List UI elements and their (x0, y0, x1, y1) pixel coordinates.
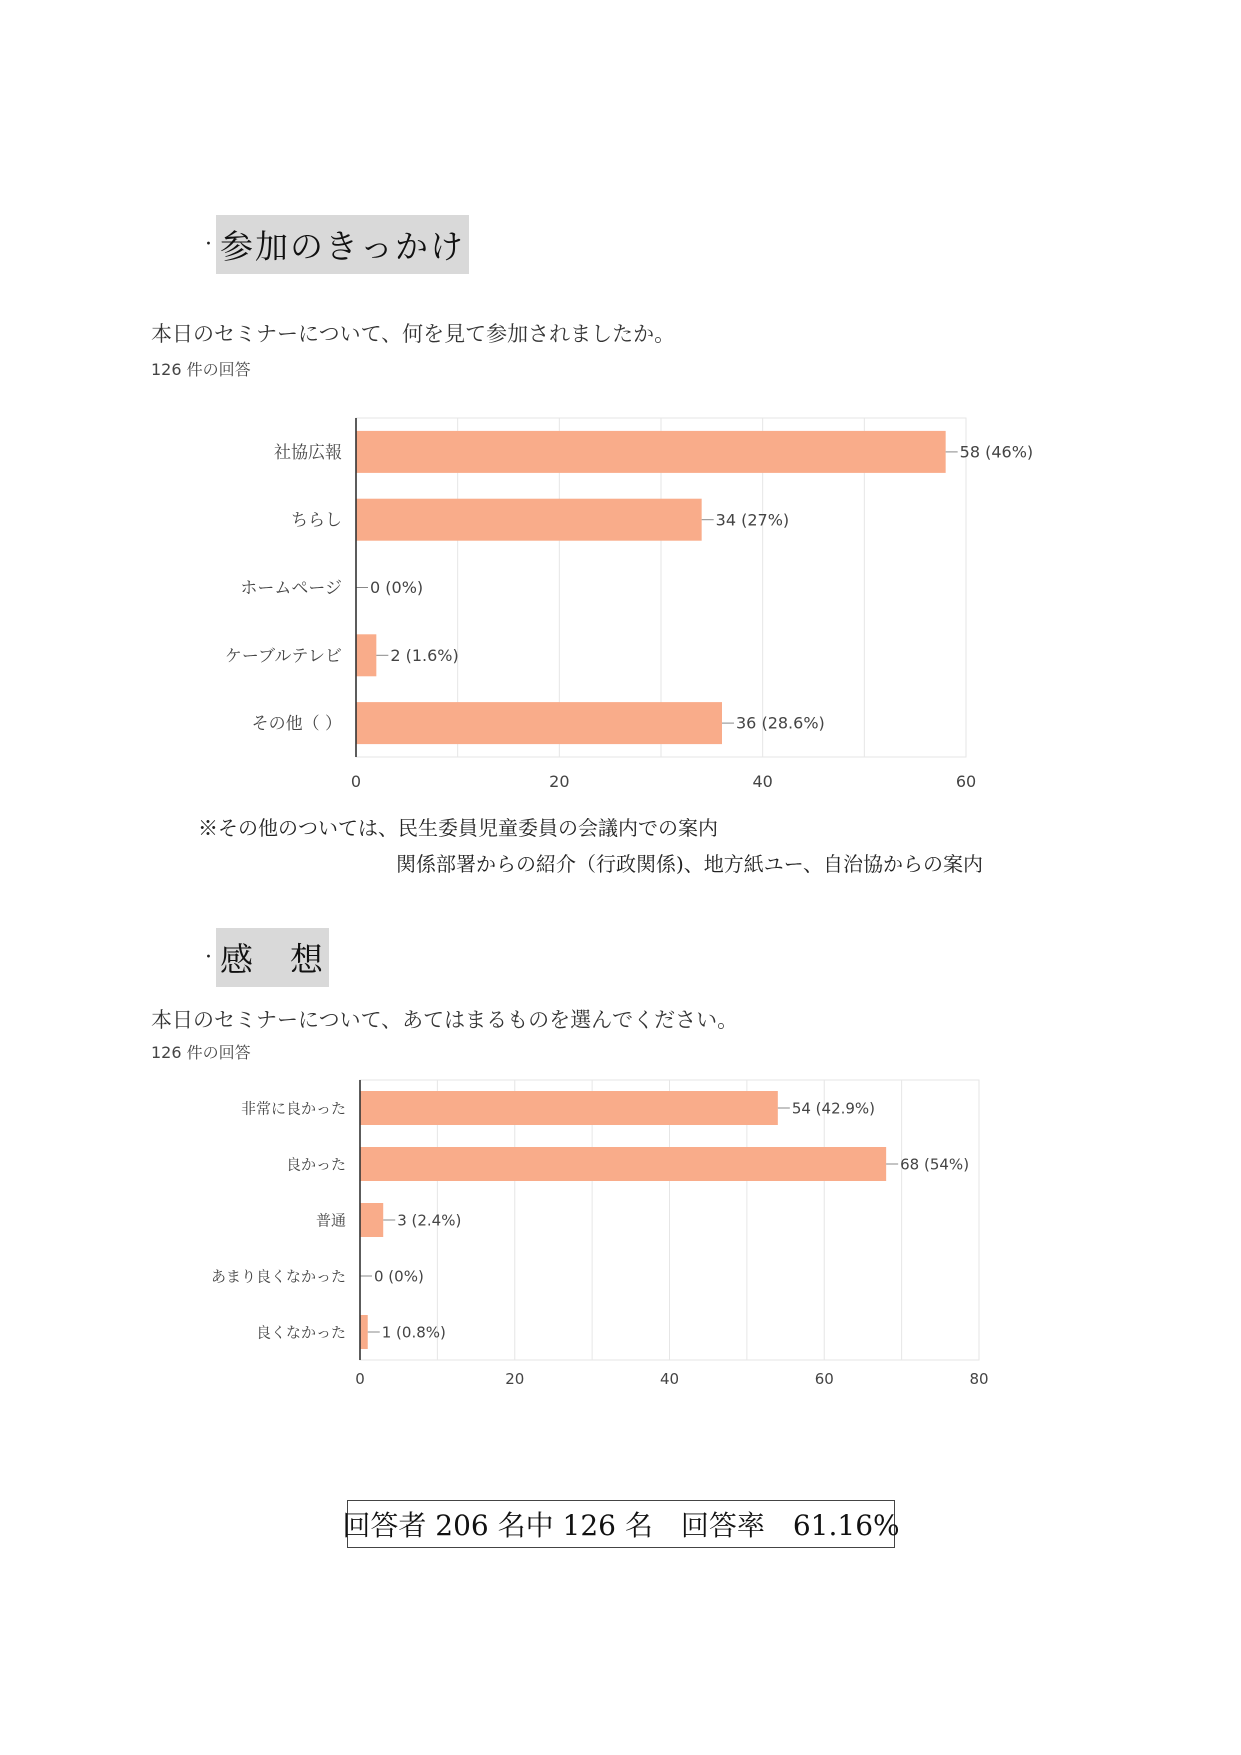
chart-participation-source (150, 410, 1050, 800)
bar (356, 702, 722, 744)
x-tick-label: 40 (659, 1370, 680, 1388)
value-label: 54 (42.9%) (791, 1099, 876, 1118)
category-label: 良かった (285, 1155, 346, 1174)
category-label: ケーブルテレビ (224, 646, 342, 667)
x-tick-label: 20 (505, 1370, 525, 1388)
note-line1: ※その他のついては、民生委員児童委員の会議内での案内 (198, 816, 718, 840)
bar (356, 499, 702, 541)
value-label: 36 (28.6%) (736, 713, 825, 733)
category-label: 良くなかった (255, 1323, 346, 1342)
x-tick-label: 60 (814, 1370, 834, 1388)
x-tick-label: 0 (355, 1370, 365, 1388)
bar (360, 1091, 778, 1125)
section1-heading-group (205, 215, 469, 274)
bar (360, 1315, 368, 1349)
category-label: 非常に良かった (240, 1099, 346, 1118)
bullet: · (205, 232, 212, 257)
category-label: ちらし (291, 510, 342, 531)
section1-heading: 参加のきっかけ (216, 215, 469, 274)
section2-heading-group (205, 928, 329, 987)
bar (360, 1203, 383, 1237)
category-label: 普通 (315, 1211, 346, 1230)
x-tick-label: 20 (549, 772, 570, 791)
x-tick-label: 80 (969, 1370, 989, 1388)
bar (356, 431, 946, 473)
section1-question: 本日のセミナーについて、何を見て参加されましたか。 (151, 322, 676, 346)
bar (360, 1147, 886, 1181)
section1-response-count: 126 件の回答 (151, 360, 251, 379)
value-label: 34 (27%) (715, 510, 790, 530)
section2-heading: 感 想 (216, 928, 329, 987)
value-label: 0 (0%) (370, 578, 424, 598)
value-label: 3 (2.4%) (397, 1211, 462, 1230)
section2-question: 本日のセミナーについて、あてはまるものを選んでください。 (151, 1008, 739, 1032)
x-tick-label: 60 (955, 772, 977, 791)
category-label: ホームページ (240, 578, 342, 599)
section2-response-count: 126 件の回答 (151, 1043, 251, 1062)
x-tick-label: 40 (752, 772, 773, 791)
bullet: · (205, 945, 212, 970)
category-label: あまり良くなかった (210, 1267, 346, 1286)
category-label: 社協広報 (274, 442, 342, 463)
bar (356, 634, 376, 676)
x-tick-label: 0 (350, 772, 362, 791)
chart-impressions (150, 1070, 1050, 1400)
response-rate-summary: 回答者 206 名中 126 名 回答率 61.16% (347, 1500, 895, 1548)
value-label: 0 (0%) (374, 1267, 424, 1286)
value-label: 2 (1.6%) (390, 645, 459, 665)
note-line2: 関係部署からの紹介（行政関係)、地方紙ユー、自治協からの案内 (396, 852, 984, 876)
value-label: 68 (54%) (900, 1155, 970, 1174)
value-label: 58 (46%) (959, 442, 1034, 462)
category-label: その他（ ） (251, 714, 342, 735)
value-label: 1 (0.8%) (381, 1323, 446, 1342)
